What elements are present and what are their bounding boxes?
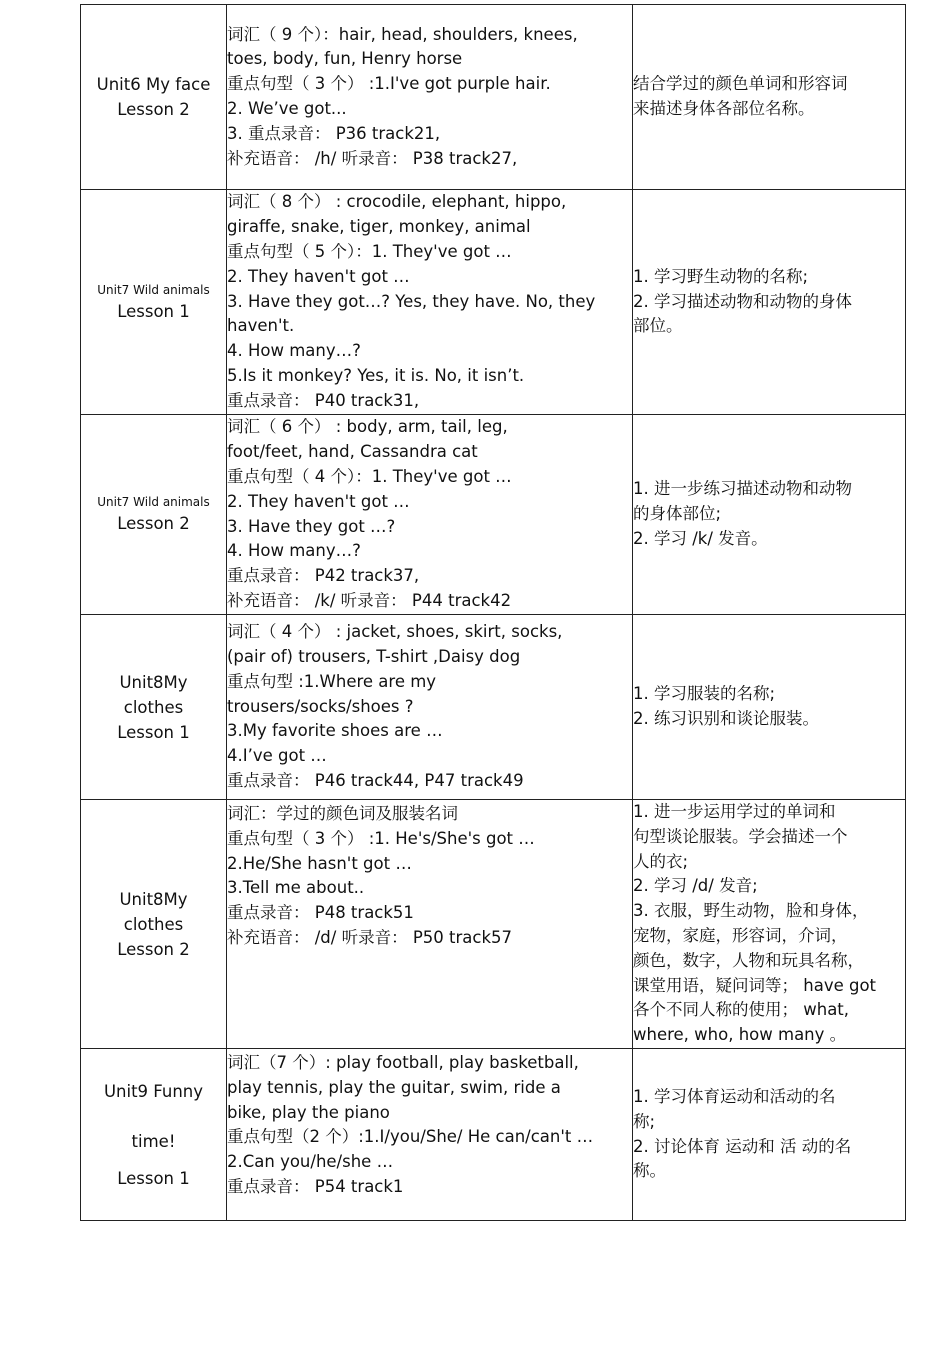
goal-line: 各个不同人称的使用； what, <box>633 1000 850 1020</box>
content-line: 3. Have they got…? Yes, they have. No, they <box>227 291 596 311</box>
goal-line: 2. 学习 /k/ 发音。 <box>633 528 768 548</box>
goal-line: 句型谈论服装。学会描述一个 <box>633 826 848 846</box>
content-line: 补充语音： /k/ 听录音： P44 track42 <box>227 590 512 610</box>
content-line: play tennis, play the guitar, swim, ride a <box>227 1077 561 1097</box>
unit-title: Unit6 My face <box>96 75 211 94</box>
table-row <box>81 615 906 800</box>
content-cell <box>227 615 633 800</box>
goal-line: 1. 学习体育运动和活动的名 <box>633 1086 836 1106</box>
content-line: 2. They haven't got … <box>227 491 410 511</box>
content-line: (pair of) trousers, T-shirt ,Daisy dog <box>227 647 521 666</box>
content-line: 重点句型（ 3 个） :1. He's/She's got … <box>227 828 535 848</box>
unit-title-line2: clothes <box>123 697 184 717</box>
content-line: 3.Tell me about.. <box>227 878 365 898</box>
lesson-label: Lesson 2 <box>117 514 190 533</box>
goal-line: 2. 学习 /d/ 发音; <box>633 876 758 896</box>
content-cell <box>227 1049 633 1221</box>
content-line: 重点句型（ 4 个）：1. They've got … <box>227 466 512 486</box>
table-row <box>81 5 906 190</box>
goal-line: 人的衣; <box>633 851 689 871</box>
unit-title-line2: clothes <box>123 914 184 934</box>
goal-line: 称。 <box>633 1161 666 1181</box>
unit-cell <box>81 800 227 1049</box>
unit-cell <box>81 190 227 415</box>
content-line: 词汇（7 个）: play football, play basketball, <box>227 1053 579 1072</box>
table-row <box>81 190 906 415</box>
content-cell <box>227 5 633 190</box>
content-line: trousers/socks/shoes ? <box>227 696 414 716</box>
content-line: bike, play the piano <box>227 1102 390 1122</box>
content-line: 词汇：学过的颜色词及服装名词 <box>227 804 458 823</box>
goal-line: 1. 进一步练习描述动物和动物 <box>633 479 852 499</box>
table-row <box>81 415 906 615</box>
goal-line: 1. 进一步运用学过的单词和 <box>633 802 836 822</box>
goal-cell <box>633 615 906 800</box>
goal-cell <box>633 415 906 615</box>
goal-line: 来描述身体各部位名称。 <box>633 99 815 118</box>
content-line: 2.Can you/he/she … <box>227 1152 394 1172</box>
content-line: toes, body, fun, Henry horse <box>227 49 463 69</box>
unit-title: Unit7 Wild animals <box>97 282 210 297</box>
content-line: 4. How many…? <box>227 541 361 561</box>
lesson-label: Lesson 2 <box>117 100 190 119</box>
content-line: 5.Is it monkey? Yes, it is. No, it isn’t. <box>227 365 525 385</box>
content-line: 4. How many…? <box>227 341 361 361</box>
content-line: 4.I’ve got … <box>227 746 327 766</box>
content-line: 重点录音： P48 track51 <box>227 903 414 923</box>
content-line: 词汇（ 9 个）：hair, head, shoulders, knees, <box>227 24 578 44</box>
content-line: 补充语音： /d/ 听录音： P50 track57 <box>227 927 513 947</box>
content-cell <box>227 415 633 615</box>
content-line: 3.My favorite shoes are … <box>227 721 443 741</box>
content-line: 补充语音： /h/ 听录音： P38 track27, <box>227 148 518 168</box>
unit-title: Unit9 Funny <box>103 1081 204 1101</box>
content-line: giraffe, snake, tiger, monkey, animal <box>227 217 531 237</box>
content-line: 2. We’ve got... <box>227 99 347 118</box>
content-line: 重点句型（ 5 个）：1. They've got … <box>227 242 512 261</box>
goal-line: 部位。 <box>633 316 683 336</box>
content-line: haven't. <box>227 316 295 336</box>
lesson-label: Lesson 1 <box>117 301 190 321</box>
goal-line: 称; <box>633 1111 656 1131</box>
unit-title: Unit8My <box>119 672 188 692</box>
content-line: 词汇（ 6 个） : body, arm, tail, leg, <box>227 417 508 437</box>
goal-line: 结合学过的颜色单词和形容词 <box>633 74 848 94</box>
content-line: 3. Have they got …? <box>227 516 396 536</box>
content-line: 2.He/She hasn't got … <box>227 853 412 873</box>
content-line: 重点句型 :1.Where are my <box>227 671 437 691</box>
content-line: 重点录音： P42 track37, <box>227 566 420 586</box>
goal-line: 颜色，数字，人物和玩具名称， <box>633 950 864 970</box>
lesson-label: Lesson 1 <box>117 722 190 742</box>
content-line: 词汇（ 4 个） : jacket, shoes, skirt, socks, <box>227 622 563 642</box>
goal-line: 3. 衣服，野生动物，脸和身体， <box>633 901 869 921</box>
goal-line: 2. 讨论体育 运动和 活 动的名 <box>633 1136 852 1156</box>
goal-line: 的身体部位; <box>633 504 722 524</box>
goal-line: 1. 学习野生动物的名称; <box>633 266 809 286</box>
content-line: 重点录音： P40 track31, <box>227 390 420 410</box>
goal-line: 2. 学习描述动物和动物的身体 <box>633 291 852 311</box>
goal-line: where, who, how many 。 <box>633 1025 847 1045</box>
content-line: 重点句型（ 3 个） :1.I've got purple hair. <box>227 74 551 94</box>
content-line: 重点录音： P46 track44, P47 track49 <box>227 770 524 790</box>
goal-line: 课堂用语，疑问词等； have got <box>633 975 877 995</box>
unit-title: Unit8My <box>119 889 188 909</box>
table-row <box>81 1049 906 1221</box>
table-row <box>81 800 906 1049</box>
lesson-label: Lesson 2 <box>117 939 190 959</box>
unit-cell <box>81 615 227 800</box>
content-line: 词汇（ 8 个） : crocodile, elephant, hippo, <box>227 192 567 212</box>
unit-title: Unit7 Wild animals <box>97 495 210 509</box>
goal-cell <box>633 1049 906 1221</box>
content-line: 2. They haven't got … <box>227 266 410 286</box>
goal-cell <box>633 190 906 415</box>
goal-line: 1. 学习服装的名称; <box>633 684 776 704</box>
goal-line: 2. 练习识别和谈论服装。 <box>633 709 819 728</box>
content-line: 重点录音： P54 track1 <box>227 1176 404 1196</box>
unit-cell <box>81 415 227 615</box>
spacer <box>81 1104 226 1129</box>
goal-cell <box>633 800 906 1049</box>
lesson-label: Lesson 1 <box>117 1168 190 1188</box>
goal-cell <box>633 5 906 190</box>
unit-title-line2: time! <box>131 1131 176 1151</box>
goal-line: 宠物，家庭，形容词，介词， <box>633 926 848 945</box>
content-cell <box>227 190 633 415</box>
content-line: 3. 重点录音： P36 track21, <box>227 123 441 143</box>
lesson-plan-table <box>80 4 906 1221</box>
content-cell <box>227 800 633 1049</box>
unit-cell <box>81 5 227 190</box>
content-line: foot/feet, hand, Cassandra cat <box>227 442 478 462</box>
unit-cell <box>81 1049 227 1221</box>
content-line: 重点句型（2 个）:1.I/you/She/ He can/can't … <box>227 1127 594 1147</box>
